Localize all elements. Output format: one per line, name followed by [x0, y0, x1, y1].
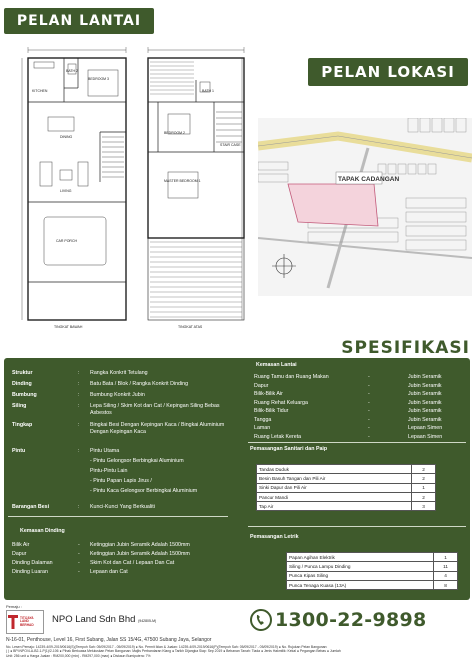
spec-key: Tingkap — [12, 422, 33, 428]
fp-label-bath-1: BATH 1 — [202, 89, 214, 93]
company-name-text: NPO Land Sdn Bhd — [52, 614, 136, 625]
fp-label-dining: DINING — [60, 135, 73, 139]
logo-text: TITIJAYA LAND BERHAD — [20, 615, 34, 627]
wall-value: Ketinggian Jubin Seramik Adalah 1500mm — [90, 551, 190, 557]
spec-colon: : — [78, 448, 80, 454]
electrical-item: Papan Agihan Elektrik — [287, 553, 434, 562]
table-row — [257, 502, 436, 511]
floor-value: Jubin Seramik — [408, 382, 442, 389]
spec-key: Bumbung — [12, 392, 37, 398]
spec-colon: : — [78, 381, 80, 387]
fp-label-kitchen: KITCHEN — [32, 89, 48, 93]
wall-key: Dapur — [12, 551, 27, 557]
wall-dash: - — [78, 560, 80, 566]
fine-print-line: ( ) ● BPI:NPO/4-A-B2-1-P(1)/2-106 ● Pihak Berkuasa Meluluskan Pelan Bangunan: Majlis Perbandaran Klang ● Tarikh Dijangka Siap: Sep 2019 ● Bebanan Tanah: Tiada ● Jenis Hakmilik: Kekal ● Pegangan Bebas ● Jumlah — [6, 649, 341, 654]
floor-key: Ruang Rehat Keluarga — [254, 399, 308, 406]
spec-colon: : — [78, 392, 80, 398]
fp-label-bedroom-3: BEDROOM 3 — [88, 77, 110, 81]
proposed-site-area — [288, 184, 378, 226]
sanitary-item: Sinki Dapur dan Pili Air — [257, 483, 412, 492]
sanitary-qty: 1 — [412, 483, 436, 492]
wall-dash: - — [78, 551, 80, 557]
floor-dash: - — [368, 416, 370, 423]
table-row — [287, 562, 458, 571]
divider — [248, 442, 466, 443]
electrical-table — [286, 552, 458, 590]
spec-colon: : — [78, 403, 80, 409]
floor-dash: - — [368, 374, 370, 380]
company-name — [52, 614, 156, 625]
floor-dash: - — [368, 408, 370, 414]
electrical-item: Punca Tenaga Kuasa (13A) — [287, 580, 434, 589]
spec-value: Kunci-Kunci Yang Berkualiti — [90, 504, 155, 510]
divider — [8, 516, 228, 517]
floor-key: Bilik-Bilik Air — [254, 391, 283, 397]
floor-dash: - — [368, 425, 370, 431]
floor-value: Lepaan Simen — [408, 433, 443, 440]
electrical-qty: 8 — [434, 580, 458, 589]
fp-label-car-porch: CAR PORCH — [56, 239, 78, 243]
table-row — [287, 580, 458, 589]
spec-colon: : — [78, 370, 80, 376]
fp-caption-ground: TINGKAT BAWAH — [54, 325, 83, 329]
spec-value: Rangka Konkrit Tetulang — [90, 370, 148, 376]
wall-key: Dinding Dalaman — [12, 560, 53, 566]
spec-value: - Pintu Papan Lapis Jirus / — [90, 478, 152, 484]
sanitary-item: Tap Air — [257, 502, 412, 511]
developer-logo — [6, 610, 44, 634]
floor-key: Dapur — [254, 382, 269, 389]
sanitary-item: Besin Basuh Tangan dan Pili Air — [257, 474, 412, 483]
spec-key: Pintu — [12, 448, 26, 454]
floor-value: Jubin Seramik — [408, 408, 442, 414]
wall-dash: - — [78, 542, 80, 548]
developer-label: Pemaju : — [6, 604, 22, 609]
fp-label-bath-2: BATH 2 — [66, 69, 78, 73]
electrical-item: Siling / Punca Lampu Dinding — [287, 562, 434, 571]
floor-value: Lepaan Simen — [408, 425, 443, 431]
divider — [248, 526, 466, 527]
floor-plan-title: PELAN LANTAI — [4, 8, 154, 34]
floor-key: Tangga — [254, 416, 272, 423]
fp-label-living: LIVING — [60, 189, 72, 193]
sanitary-item: Tandas Duduk — [257, 465, 412, 474]
electrical-title: Pemasangan Letrik — [250, 534, 299, 540]
spec-value: - Pintu Gelongsor Berbingkai Aluminium — [90, 458, 184, 464]
wall-value: Lepaan dan Cat — [90, 569, 128, 575]
spec-value: Pintu-Pintu Lain — [90, 468, 128, 474]
spec-key: Siling — [12, 403, 27, 409]
table-row — [287, 553, 458, 562]
spec-key: Struktur — [12, 370, 33, 376]
site-label: TAPAK CADANGAN — [338, 176, 400, 183]
electrical-qty: 1 — [434, 553, 458, 562]
floor-dash: - — [368, 433, 370, 440]
floor-dash: - — [368, 391, 370, 397]
sanitary-title: Pemasangan Sanitari dan Paip — [250, 446, 328, 452]
table-row — [287, 571, 458, 580]
floor-value: Jubin Seramik — [408, 374, 442, 380]
spec-value: Lepa Siling / Skim Kot dan Cat / Kepingan Siling Bebas Asbestos — [90, 403, 220, 417]
spec-value: Bumbung Konkrit Jubin — [90, 392, 145, 398]
spec-colon: : — [78, 504, 80, 510]
sanitary-qty: 3 — [412, 502, 436, 511]
table-row — [257, 483, 436, 492]
spec-value: - Pintu Kaca Gelongsor Berbingkai Aluminium — [90, 488, 198, 494]
floor-plan-drawing — [8, 42, 248, 338]
table-row — [257, 474, 436, 483]
phone-block[interactable] — [250, 609, 427, 631]
spec-title: SPESIFIKASI — [341, 338, 470, 358]
sanitary-qty: 2 — [412, 474, 436, 483]
location-plan-title: PELAN LOKASI — [308, 58, 468, 86]
wall-value: Skim Kot dan Cat / Lepaan Dan Cat — [90, 560, 175, 566]
wall-finish-title: Kemasan Dinding — [20, 528, 65, 534]
electrical-qty: 11 — [434, 562, 458, 571]
spec-value: Bingkai Besi Dengan Kepingan Kaca / Bingkai Aluminium Dengan Kepingan Kaca — [90, 422, 225, 436]
electrical-item: Punca Kipas Siling — [287, 571, 434, 580]
fine-print-line: No. Lesen Pemaju: 14239-4/09-2019/0616(S)(Tempoh Sah: 05/09/2017 - 05/09/2019) ● No. Permit Iklan & Jualan: 14239-4/09-2019/0616(P)(Tempoh Sah: 05/09/2017 - 05/09/2019) ● No. Rujukan Pelan Bangunan: — [6, 645, 328, 649]
floor-finish-title: Kemasan Lantai — [256, 362, 297, 368]
floor-value: Jubin Seramik — [408, 416, 442, 423]
fp-label-bedroom-2: BEDROOM 2 — [164, 131, 186, 135]
floor-value: Jubin Seramik — [408, 391, 442, 397]
phone-number: 1300-22-9898 — [275, 609, 427, 631]
wall-value: Ketinggian Jubin Seramik Adalah 1500mm — [90, 542, 190, 548]
floor-dash: - — [368, 399, 370, 406]
wall-dash: - — [78, 569, 80, 575]
wall-key: Dinding Luaran — [12, 569, 48, 575]
fp-label-master-bedroom: MASTER BEDROOM 1 — [164, 179, 201, 183]
table-row — [257, 465, 436, 474]
company-reg: (942805-M) — [138, 619, 157, 623]
spec-colon: : — [78, 422, 80, 428]
logo-mark-icon — [8, 615, 18, 629]
spec-key: Dinding — [12, 381, 32, 387]
wall-key: Bilik Air — [12, 542, 30, 548]
floor-key: Laman — [254, 425, 271, 431]
fine-print-line: Unit: 256 unit ● Harga Jualan : RM200,000 (min) - RM297,000 (max) ● Diskaun Bumiputera: 7% — [6, 653, 151, 658]
sanitary-table — [256, 464, 436, 511]
electrical-qty: 4 — [434, 571, 458, 580]
company-address: N-16-01, Penthouse, Level 16, First Subang, Jalan SS 15/4G, 47500 Subang Jaya, Selangor — [6, 637, 212, 643]
legal-fine-print — [6, 645, 468, 658]
spec-key: Barangan Besi — [12, 504, 50, 510]
fp-caption-upper: TINGKAT ATAS — [178, 325, 203, 329]
sanitary-qty: 2 — [412, 465, 436, 474]
floor-key: Ruang Letak Kereta — [254, 433, 302, 440]
floor-dash: - — [368, 382, 370, 389]
spec-value: Pintu Utama — [90, 448, 120, 454]
floor-key: Bilik-Bilik Tidur — [254, 408, 289, 414]
sanitary-item: Pancur Mandi — [257, 492, 412, 501]
sanitary-qty: 2 — [412, 492, 436, 501]
floor-key: Ruang Tamu dan Ruang Makan — [254, 374, 329, 380]
fp-label-stair-case: STAIR CASE — [220, 143, 241, 147]
floor-value: Jubin Seramik — [408, 399, 442, 406]
spec-value: Batu Bata / Blok / Rangka Konkrit Dinding — [90, 381, 189, 387]
phone-icon — [250, 609, 272, 631]
table-row — [257, 492, 436, 501]
location-map — [258, 118, 472, 296]
